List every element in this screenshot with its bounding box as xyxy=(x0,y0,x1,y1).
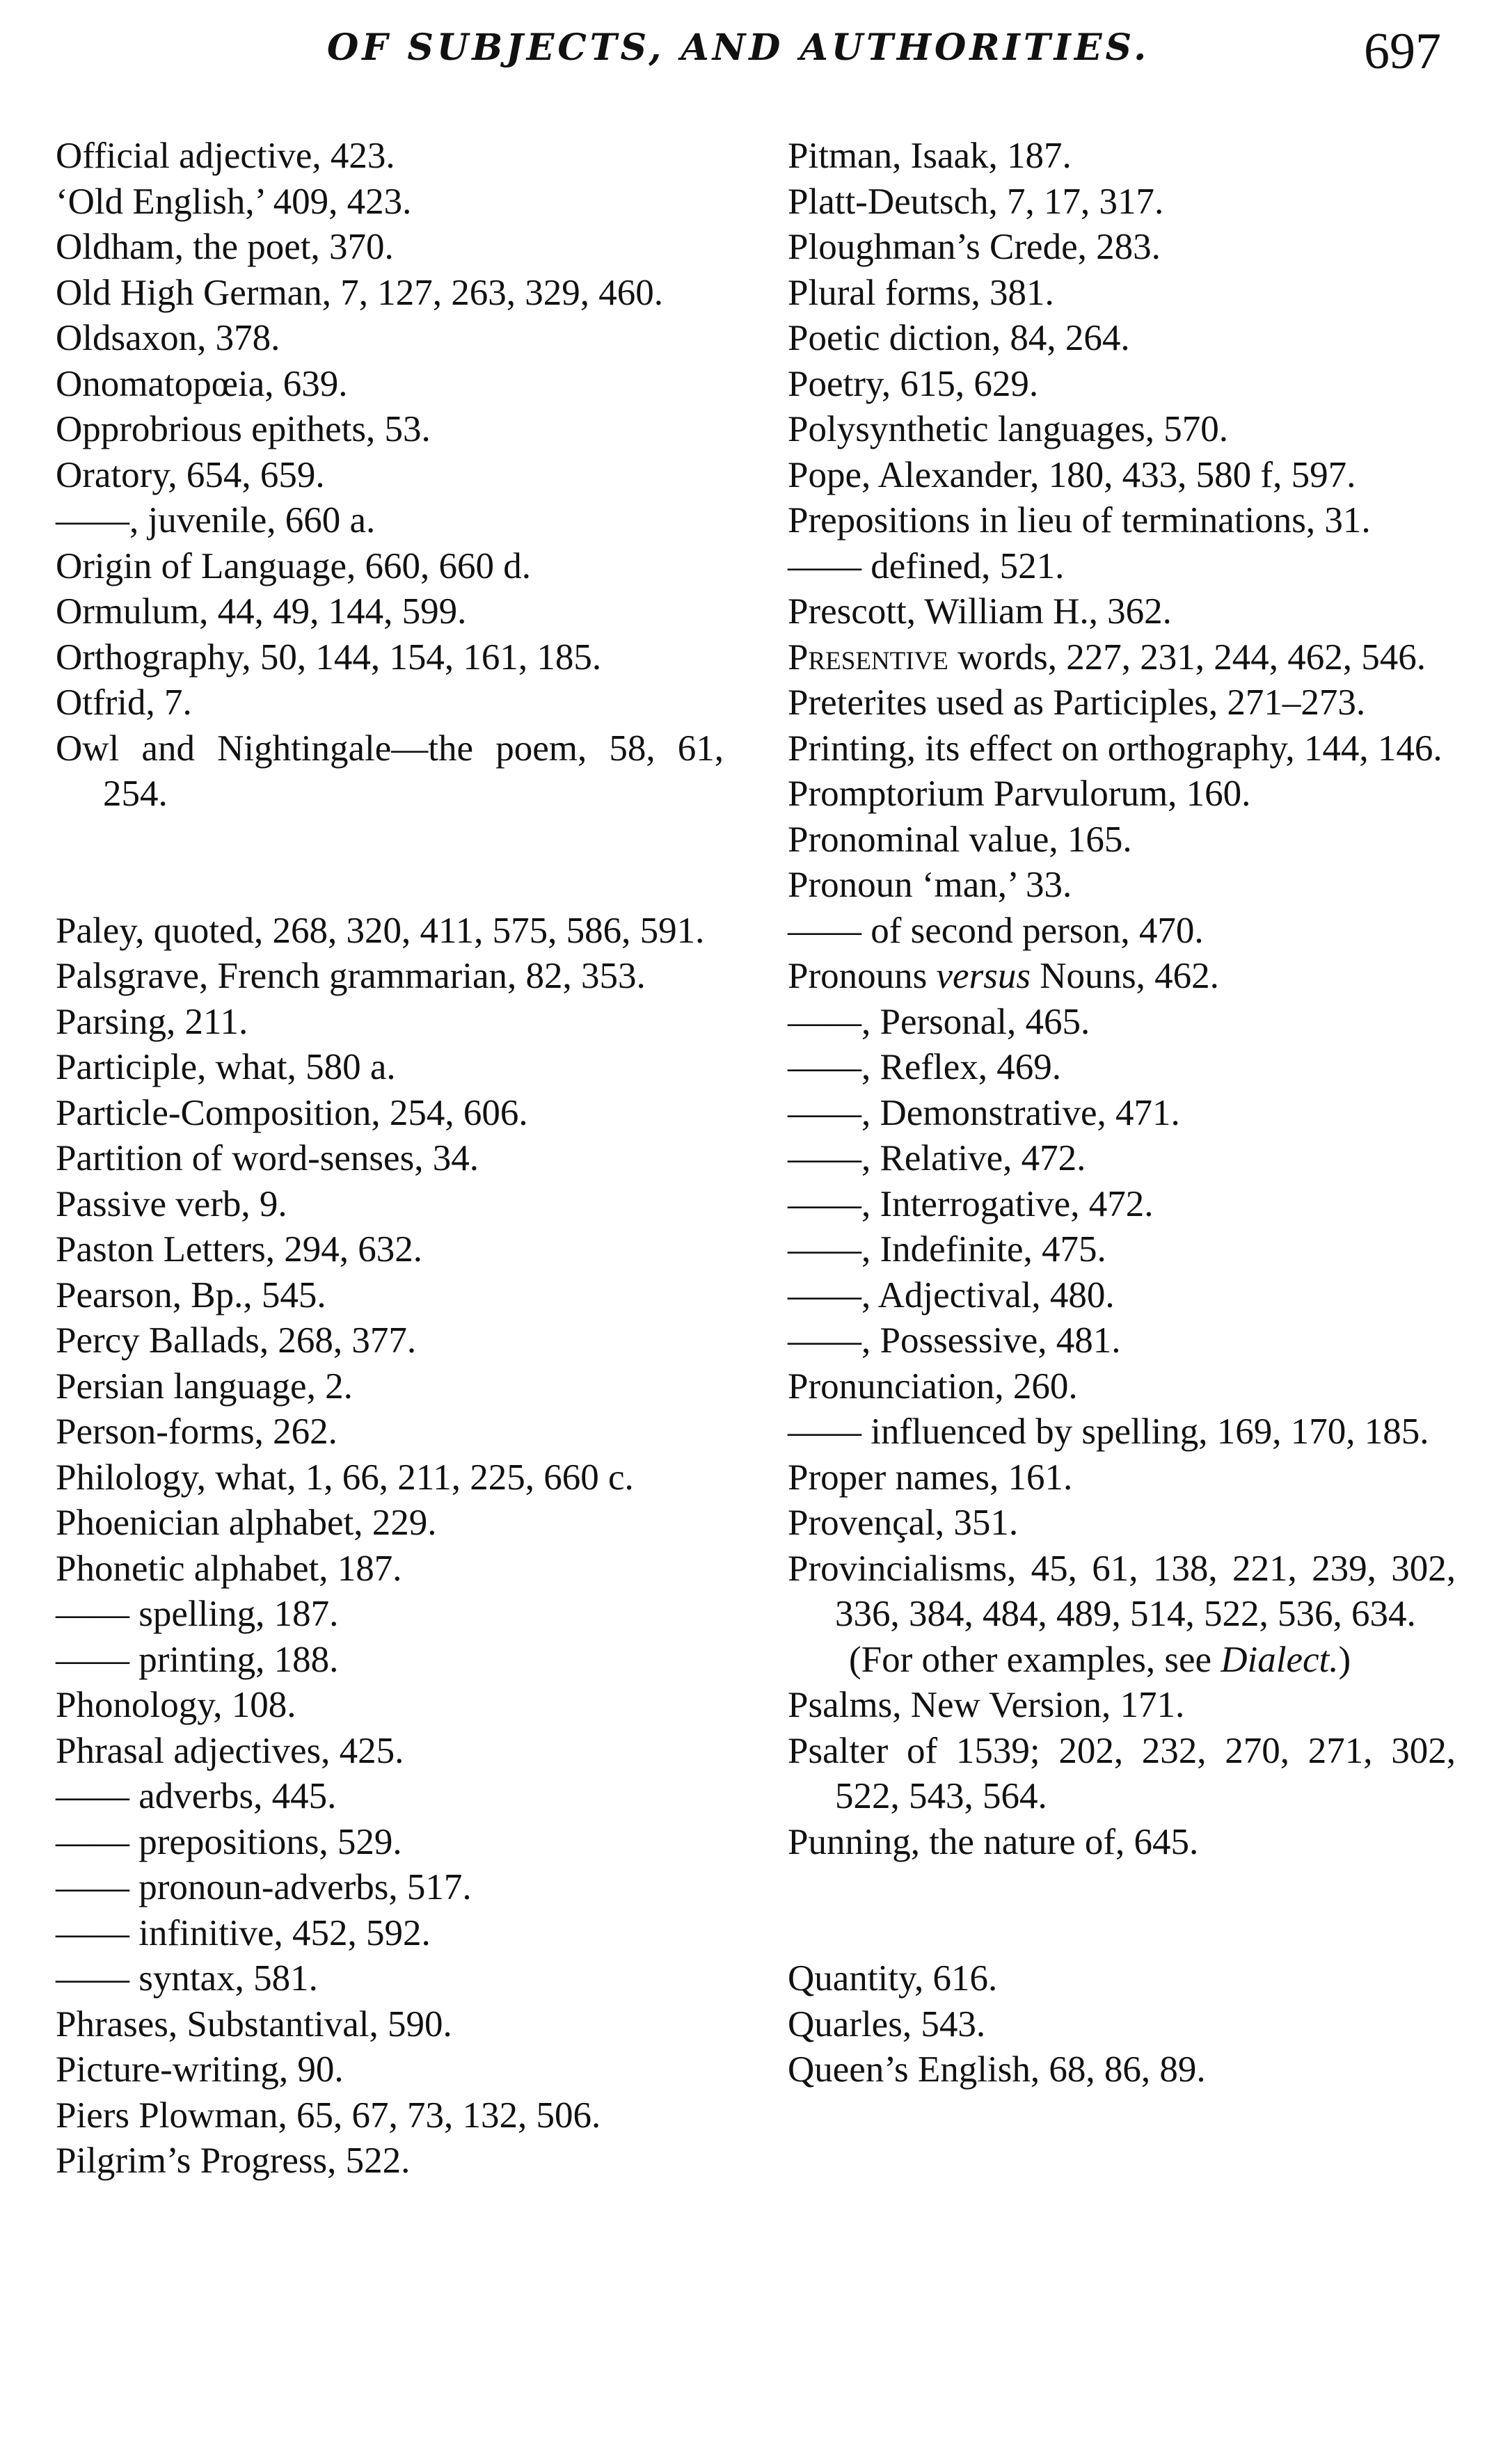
index-entry: Picture-writing, 90. xyxy=(56,2049,344,2090)
index-entry: Particle-Composition, 254, 606. xyxy=(56,1092,528,1133)
index-entry: Onomatopœia, 639. xyxy=(56,363,348,404)
index-subentry: —— of second person, 470. xyxy=(788,910,1204,951)
index-entry: Pitman, Isaak, 187. xyxy=(788,136,1072,176)
index-entry: Phoenician alphabet, 229. xyxy=(56,1503,437,1543)
index-entry: Ploughman’s Crede, 283. xyxy=(788,227,1161,267)
index-entry: Pearson, Bp., 545. xyxy=(56,1274,326,1315)
index-entry: Prepositions in lieu of terminations, 31. xyxy=(788,500,1371,541)
index-entry: Provincialisms, 45, 61, 138, 221, 239, 302, 336, 384, 484, 489, 514, 522, 536, 634. xyxy=(788,1548,1456,1634)
index-entry: Polysynthetic languages, 570. xyxy=(788,409,1228,449)
small-caps-term: Presentive xyxy=(788,637,948,678)
index-entry: Phrasal adjectives, 425. xyxy=(56,1730,404,1771)
index-entry: Ormulum, 44, 49, 144, 599. xyxy=(56,591,467,632)
index-subentry: ——, Indefinite, 475. xyxy=(788,1229,1106,1270)
index-entry: Oldham, the poet, 370. xyxy=(56,227,394,267)
index-subentry: —— defined, 521. xyxy=(788,545,1065,586)
entry-rest: words, 227, 231, 244, 462, 546. xyxy=(948,637,1426,678)
index-subentry: —— printing, 188. xyxy=(56,1639,339,1680)
index-subentry: —— adverbs, 445. xyxy=(56,1776,337,1816)
right-column xyxy=(788,134,1456,2093)
index-entry: Opprobrious epithets, 53. xyxy=(56,409,431,449)
index-subentry: —— syntax, 581. xyxy=(56,1958,318,1999)
index-entry: Old High German, 7, 127, 263, 329, 460. xyxy=(56,272,663,313)
index-entry: Official adjective, 423. xyxy=(56,136,395,176)
index-entry-pronouns xyxy=(788,954,1456,1000)
index-entry: Promptorium Parvulorum, 160. xyxy=(788,774,1251,814)
index-entry: Platt-Deutsch, 7, 17, 317. xyxy=(788,181,1164,222)
index-subentry: —— pronoun-adverbs, 517. xyxy=(56,1867,472,1907)
note-post: ) xyxy=(1338,1639,1351,1680)
section-gap xyxy=(56,817,724,909)
index-entry: Orthography, 50, 144, 154, 161, 185. xyxy=(56,637,602,678)
index-entry: Preterites used as Participles, 271–273. xyxy=(788,682,1366,723)
index-entry: Pronominal value, 165. xyxy=(788,819,1132,860)
italic-term: versus xyxy=(936,956,1031,996)
index-subentry: ——, Demonstrative, 471. xyxy=(788,1092,1180,1133)
index-subentry: ——, juvenile, 660 a. xyxy=(56,500,376,541)
index-subentry: ——, Relative, 472. xyxy=(788,1138,1086,1178)
index-entry: Philology, what, 1, 66, 211, 225, 660 c. xyxy=(56,1457,634,1498)
index-subentry: —— spelling, 187. xyxy=(56,1594,339,1634)
index-entry: Otfrid, 7. xyxy=(56,682,192,723)
index-subentry: ——, Possessive, 481. xyxy=(788,1320,1121,1361)
index-entry: Percy Ballads, 268, 377. xyxy=(56,1320,417,1361)
index-entry: Poetry, 615, 629. xyxy=(788,363,1039,404)
index-entry: Phonetic alphabet, 187. xyxy=(56,1548,402,1589)
entry-rest: Nouns, 462. xyxy=(1030,956,1219,996)
running-head: OF SUBJECTS, AND AUTHORITIES. xyxy=(327,26,1150,69)
index-subentry: ——, Personal, 465. xyxy=(788,1001,1090,1042)
index-entry: Poetic diction, 84, 264. xyxy=(788,318,1130,358)
index-entry: Paston Letters, 294, 632. xyxy=(56,1229,422,1270)
index-subentry: ——, Interrogative, 472. xyxy=(788,1183,1154,1224)
index-entry: Piers Plowman, 65, 67, 73, 132, 506. xyxy=(56,2095,601,2136)
index-entry: Oldsaxon, 378. xyxy=(56,318,280,358)
index-entry: Oratory, 654, 659. xyxy=(56,454,325,495)
index-entry: Partition of word-senses, 34. xyxy=(56,1138,479,1178)
index-entry: Person-forms, 262. xyxy=(56,1411,337,1452)
index-entry: Proper names, 161. xyxy=(788,1457,1073,1498)
index-entry: Queen’s English, 68, 86, 89. xyxy=(788,2049,1206,2090)
note-pre: (For other examples, see xyxy=(849,1639,1221,1680)
index-subentry: —— infinitive, 452, 592. xyxy=(56,1912,431,1953)
index-subentry: —— prepositions, 529. xyxy=(56,1821,402,1862)
index-subentry: ——, Reflex, 469. xyxy=(788,1047,1062,1087)
index-entry: Punning, the nature of, 645. xyxy=(788,1821,1199,1862)
index-entry: Phonology, 108. xyxy=(56,1685,296,1725)
index-entry: Quarles, 543. xyxy=(788,2003,986,2045)
section-gap xyxy=(788,1865,1456,1956)
index-entry: Pronoun ‘man,’ 33. xyxy=(788,865,1072,905)
index-entry: Passive verb, 9. xyxy=(56,1183,287,1224)
index-entry: Plural forms, 381. xyxy=(788,272,1054,313)
index-entry: Provençal, 351. xyxy=(788,1503,1019,1543)
index-entry: ‘Old English,’ 409, 423. xyxy=(56,181,412,222)
page-number: 697 xyxy=(1364,23,1441,80)
index-entry: Participle, what, 580 a. xyxy=(56,1047,396,1087)
index-entry: Palsgrave, French grammarian, 82, 353. xyxy=(56,956,646,996)
index-entry: Origin of Language, 660, 660 d. xyxy=(56,545,531,586)
index-entry: Parsing, 211. xyxy=(56,1001,248,1042)
index-entry: Pilgrim’s Progress, 522. xyxy=(56,2141,411,2181)
index-entry: Paley, quoted, 268, 320, 411, 575, 586, 591. xyxy=(56,910,705,951)
cross-reference-note xyxy=(788,1638,1456,1683)
index-subentry: —— influenced by spelling, 169, 170, 185. xyxy=(788,1411,1429,1452)
index-entry: Psalter of 1539; 202, 232, 270, 271, 302, 522, 543, 564. xyxy=(788,1730,1456,1816)
note-reference: Dialect. xyxy=(1221,1639,1339,1680)
entry-head: Pronouns xyxy=(788,956,937,996)
index-entry: Psalms, New Version, 171. xyxy=(788,1685,1185,1725)
index-entry: Printing, its effect on orthography, 144, 146. xyxy=(788,728,1443,769)
index-entry: Quantity, 616. xyxy=(788,1958,998,1999)
index-entry: Prescott, William H., 362. xyxy=(788,591,1172,632)
index-entry: Owl and Nightingale—the poem, 58, 61, 254. xyxy=(56,728,724,814)
index-entry: Pronunciation, 260. xyxy=(788,1366,1078,1407)
index-subentry: ——, Adjectival, 480. xyxy=(788,1274,1115,1315)
index-entry-presentive xyxy=(788,635,1456,681)
index-entry: Pope, Alexander, 180, 433, 580 f, 597. xyxy=(788,454,1356,495)
index-entry: Persian language, 2. xyxy=(56,1366,353,1407)
left-column xyxy=(56,134,724,2184)
index-entry: Phrases, Substantival, 590. xyxy=(56,2003,452,2045)
